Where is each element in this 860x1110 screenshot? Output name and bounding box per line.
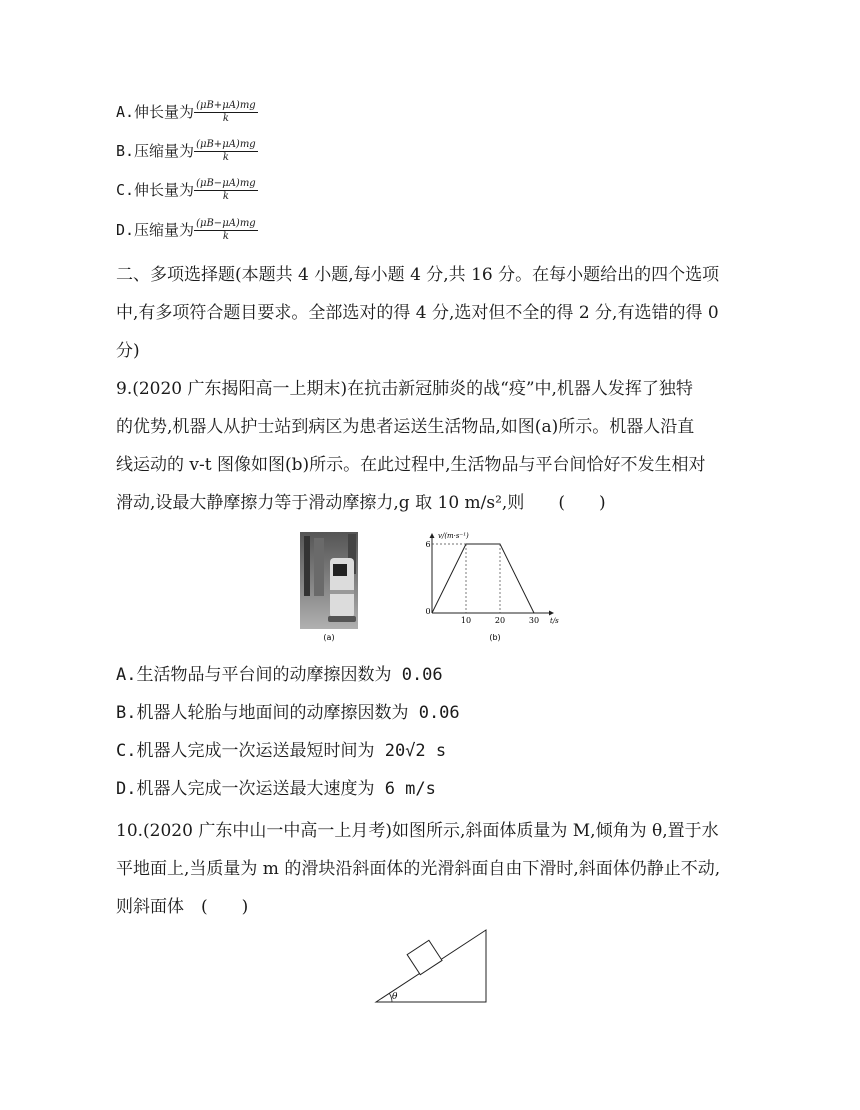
x-tick-label: 0 — [425, 607, 431, 616]
stem-line: 平地面上,当质量为 m 的滑块沿斜面体的光滑斜面自由下滑时,斜面体仍静止不动, — [116, 859, 721, 879]
option-d: D.机器人完成一次运送最大速度为 6 m/s — [116, 779, 436, 799]
photo-caption: (a) — [323, 633, 335, 642]
section-line: 二、多项选择题(本题共 4 小题,每小题 4 分,共 16 分。在每小题给出的四个选项 — [116, 265, 720, 285]
y-axis-label: v/(m·s⁻¹) — [438, 532, 469, 540]
robot-photo-figure — [300, 532, 358, 644]
option-d-label: D.压缩量为 — [116, 221, 195, 239]
graph-caption: (b) — [489, 633, 501, 642]
fraction: $\frac{(\mu B-\mu A)mg}{k}$ — [196, 178, 256, 202]
option-b-label: B.压缩量为 — [116, 142, 195, 160]
stem-line: 9.(2020 广东揭阳高一上期末)在抗击新冠肺炎的战“疫”中,机器人发挥了独特 — [116, 379, 693, 399]
option-a — [116, 100, 258, 125]
y-tick-label: 6 — [425, 540, 431, 549]
option-b — [116, 139, 258, 164]
incline-diagram — [370, 920, 490, 1006]
x-axis-arrow — [549, 611, 554, 616]
robot-photo — [300, 532, 358, 644]
stem-line: 线运动的 v-t 图像如图(b)所示。在此过程中,生活物品与平台间恰好不发生相对 — [116, 455, 706, 475]
velocity-series-line — [432, 544, 534, 613]
option-d — [116, 218, 258, 243]
section-line: 分) — [116, 341, 140, 361]
option-c: C.机器人完成一次运送最短时间为 20√2 s — [116, 741, 447, 761]
question-9-options — [116, 656, 746, 808]
section-line: 中,有多项符合题目要求。全部选对的得 4 分,选对但不全的得 2 分,有选错的得 0 — [116, 303, 719, 323]
section-heading — [116, 256, 746, 370]
option-a-label: A.伸长量为 — [116, 103, 195, 121]
question-9-stem — [116, 370, 746, 522]
stem-line: 滑动,设最大静摩擦力等于滑动摩擦力,g 取 10 m/s²,则 ( ) — [116, 493, 606, 513]
fraction: $\frac{(\mu B+\mu A)mg}{k}$ — [196, 139, 256, 163]
stem-line: 的优势,机器人从护士站到病区为患者运送生活物品,如图(a)所示。机器人沿直 — [116, 417, 695, 437]
x-tick-label: 10 — [460, 616, 472, 625]
vt-graph — [420, 528, 570, 646]
x-tick-label: 30 — [528, 616, 540, 625]
fraction: $\frac{(\mu B-\mu A)mg}{k}$ — [196, 218, 256, 242]
x-tick-label: 20 — [494, 616, 506, 625]
incline-figure — [370, 920, 490, 1006]
fraction: $\frac{(\mu B+\mu A)mg}{k}$ — [196, 100, 256, 124]
y-axis-arrow — [430, 533, 435, 538]
option-a: A.生活物品与平台间的动摩擦因数为 0.06 — [116, 665, 443, 685]
option-c — [116, 178, 258, 203]
x-axis-label: t/s — [550, 617, 559, 625]
stem-line: 10.(2020 广东中山一中高一上月考)如图所示,斜面体质量为 M,倾角为 θ,置于水 — [116, 821, 719, 841]
stem-line: 则斜面体 ( ) — [116, 897, 249, 917]
angle-label: θ — [392, 992, 398, 1002]
sliding-block — [407, 940, 442, 974]
option-b: B.机器人轮胎与地面间的动摩擦因数为 0.06 — [116, 703, 460, 723]
vt-graph-figure — [420, 528, 570, 646]
option-c-label: C.伸长量为 — [116, 181, 195, 199]
question-10-stem — [116, 812, 746, 926]
